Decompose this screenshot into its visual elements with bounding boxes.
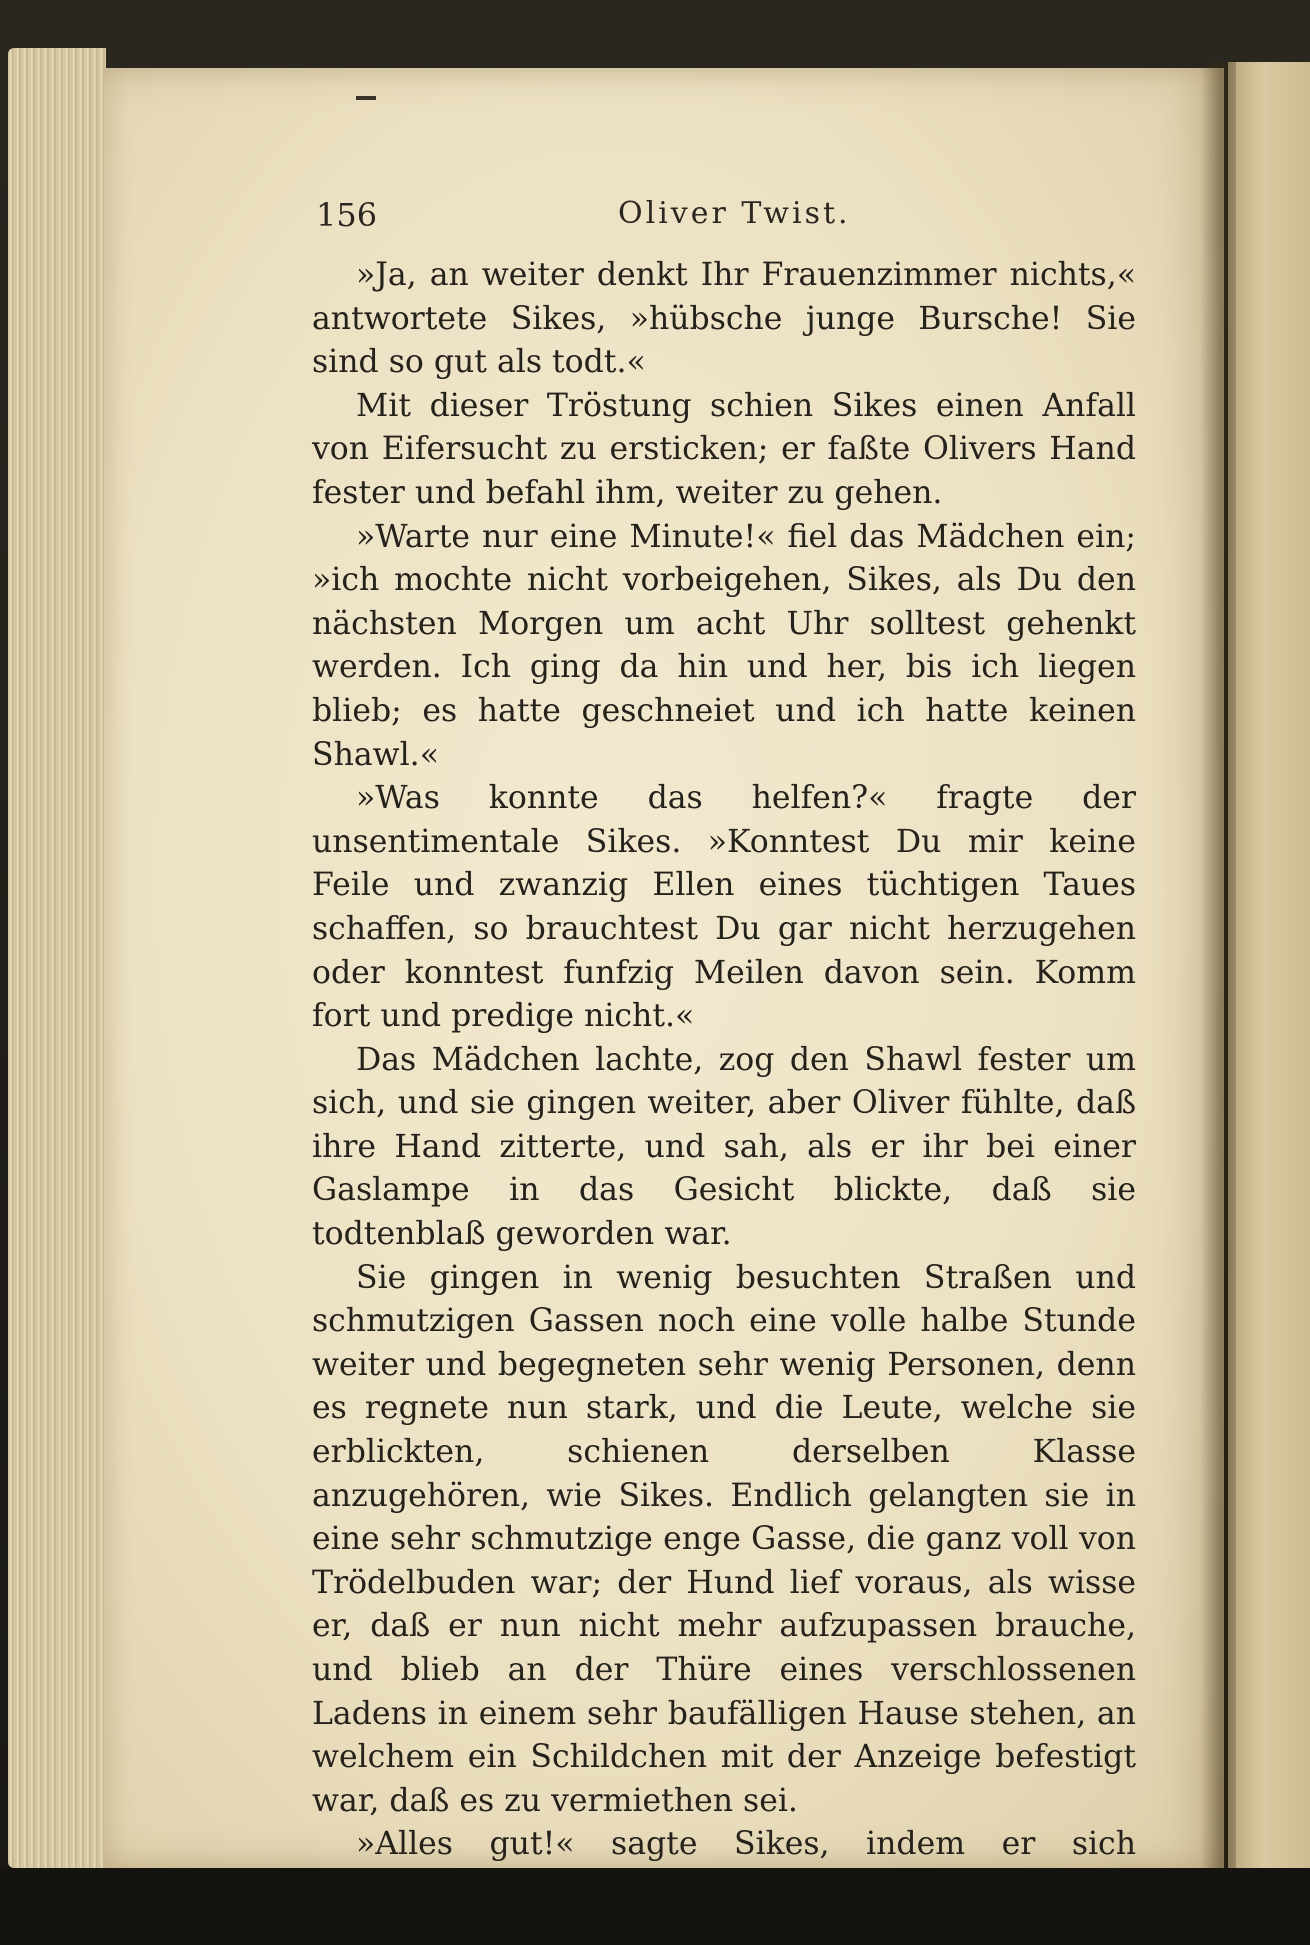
printer-mark — [356, 96, 376, 100]
paragraph-7: »Alles gut!« sagte Sikes, indem er sich — [356, 1826, 1136, 1863]
paragraph-6: Sie gingen in wenig besuchten Straßen und schmutzigen Gassen noch eine volle halbe Stunde weiter und begegneten sehr wenig Personen, denn es regnete nun stark, und die Leute, welche sie erblickten, schienen derselben Klasse anzugehören, wie Sikes. Endlich gelangten sie in eine sehr schmutzige enge Gasse, die ganz voll von Trödelbuden war; der Hund lief voraus, als wisse er, daß er nun nicht mehr aufzupassen brauche, und blieb an der Thüre eines verschlossenen Ladens in einem sehr baufälligen Hause stehen, an welchem ein Schildchen mit der Anzeige befestigt war, daß es zu vermiethen sei. — [312, 1259, 1136, 1819]
running-head: Oliver Twist. — [618, 196, 851, 231]
page-edges — [8, 48, 106, 1868]
gutter-shadow — [1200, 62, 1236, 1868]
paragraph-1: »Ja, an weiter denkt Ihr Frauenzimmer nichts,« antwortete Sikes, »hübsche junge Bursche! Sie sind so gut als todt.« — [312, 257, 1136, 381]
paragraph-5: Das Mädchen lachte, zog den Shawl fester um sich, und sie gingen weiter, aber Oliver fühlte, daß ihre Hand zitterte, und sah, als er ihr bei einer Gaslampe in das Gesicht blickte, daß sie todtenblaß geworden war. — [312, 1041, 1136, 1253]
paragraph-2: Mit dieser Tröstung schien Sikes einen Anfall von Eifersucht zu ersticken; er faßte Olivers Hand fester und befahl ihm, weiter zu gehen. — [312, 387, 1136, 511]
page-number: 156 — [316, 196, 378, 234]
paragraph-3: »Warte nur eine Minute!« fiel das Mädchen ein; »ich mochte nicht vorbeigehen, Sikes, als Du den nächsten Morgen um acht Uhr solltest gehenkt werden. Ich ging da hin und her, bis ich liegen blieb; es hatte geschneiet und ich hatte keinen Shawl.« — [312, 518, 1136, 773]
next-page-edge — [1228, 62, 1310, 1868]
body-text — [312, 254, 1136, 1911]
background-band — [0, 1868, 1310, 1945]
paragraph-4: »Was konnte das helfen?« fragte der unsentimentale Sikes. »Konntest Du mir keine Feile und zwanzig Ellen eines tüchtigen Taues schaffen, so brauchtest Du gar nicht herzugehen oder konntest funfzig Meilen davon sein. Komm fort und predige nicht.« — [312, 780, 1136, 1035]
